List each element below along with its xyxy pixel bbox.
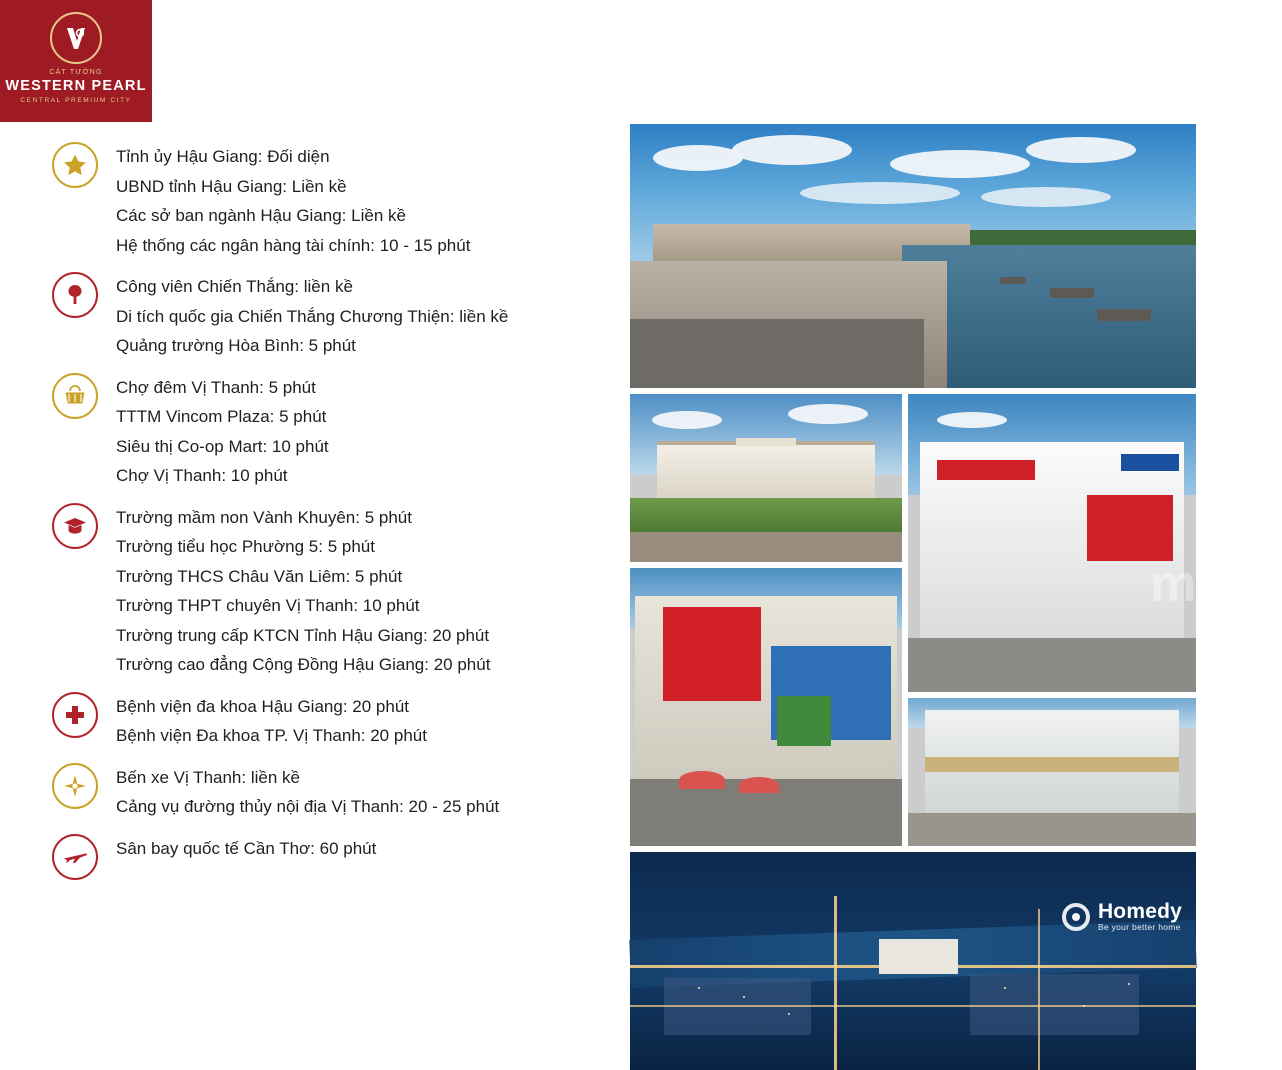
list-item: Trường tiểu học Phường 5: 5 phút: [116, 537, 375, 556]
list-item: Công viên Chiến Thắng: liền kề: [116, 277, 353, 296]
shopping-basket-icon: [52, 373, 98, 419]
park-tree-icon: [52, 272, 98, 318]
list-item: Trường trung cấp KTCN Tỉnh Hậu Giang: 20 phút: [116, 625, 490, 645]
graduation-cap-icon: [52, 503, 98, 549]
star-icon: [52, 142, 98, 188]
list-item: Cảng vụ đường thủy nội địa Vị Thanh: 20 - 25 phút: [116, 797, 500, 816]
photo-government-building: [630, 394, 902, 562]
list-item: Di tích quốc gia Chiến Thắng Chương Thiện: liền kề: [116, 306, 509, 326]
list-item: TTTM Vincom Plaza: 5 phút: [116, 407, 327, 426]
logo-name: WESTERN PEARL: [5, 78, 147, 94]
amenity-group-education: [52, 501, 612, 680]
pearl-monogram-icon: [50, 12, 102, 64]
homedy-watermark-slogan: Be your better home: [1097, 922, 1181, 933]
amenity-group-shopping: [52, 371, 612, 491]
amenity-group-healthcare: [52, 690, 612, 751]
amenity-group-parks: [52, 270, 612, 361]
medical-cross-icon: [52, 692, 98, 738]
photo-collage: [630, 124, 1282, 946]
list-item: Bệnh viện đa khoa Hậu Giang: 20 phút: [116, 696, 409, 716]
brand-logo-block: [0, 0, 152, 122]
list-item: Tỉnh ủy Hậu Giang: Đối diện: [116, 147, 330, 166]
list-item: Hệ thống các ngân hàng tài chính: 10 - 15 phút: [116, 235, 471, 255]
compass-transport-icon: [52, 763, 98, 809]
photo-river-road-panorama: [630, 124, 1196, 388]
logo-subtitle: CENTRAL PREMIUM CITY: [20, 97, 132, 104]
list-item: Quảng trường Hòa Bình: 5 phút: [116, 336, 356, 355]
photo-night-aerial-city: [630, 852, 1196, 1070]
amenity-group-transport: [52, 761, 612, 822]
list-item: Trường THPT chuyên Vị Thanh: 10 phút: [116, 596, 420, 615]
list-item: Bệnh viện Đa khoa TP. Vị Thanh: 20 phút: [116, 726, 427, 745]
amenity-group-administration: [52, 140, 612, 260]
photo-vincom-plaza: [908, 394, 1196, 692]
amenities-list: [52, 140, 612, 890]
list-item: Trường cao đẳng Cộng Đồng Hậu Giang: 20 phút: [116, 655, 491, 674]
photo-coop-mart: [630, 568, 902, 846]
list-item: Trường mầm non Vành Khuyên: 5 phút: [116, 507, 412, 527]
list-item: Trường THCS Châu Văn Liêm: 5 phút: [116, 566, 403, 586]
airplane-icon: [52, 834, 98, 880]
list-item: Sân bay quốc tế Cần Thơ: 60 phút: [116, 838, 377, 858]
logo-tagline: CÁT TƯỜNG: [49, 69, 103, 76]
center-watermark: medy: [1150, 555, 1282, 613]
list-item: Bến xe Vị Thanh: liền kề: [116, 767, 300, 787]
list-item: Chợ Vị Thanh: 10 phút: [116, 466, 288, 485]
homedy-watermark-name: Homedy: [1097, 900, 1182, 924]
list-item: Các sở ban ngành Hậu Giang: Liền kề: [116, 206, 406, 225]
list-item: Chợ đêm Vị Thanh: 5 phút: [116, 377, 316, 397]
list-item: Siêu thị Co-op Mart: 10 phút: [116, 436, 329, 456]
list-item: UBND tỉnh Hậu Giang: Liền kề: [116, 176, 347, 196]
amenity-group-airport: [52, 832, 612, 880]
photo-hospital-building: [908, 698, 1196, 846]
